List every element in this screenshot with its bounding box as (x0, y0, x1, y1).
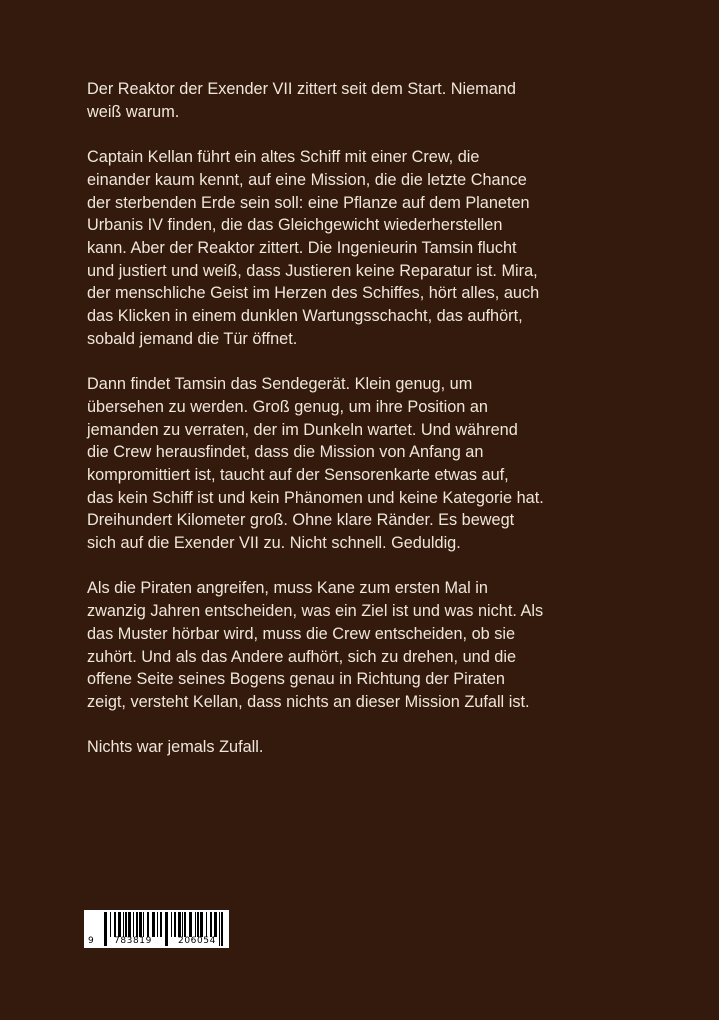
blurb-line: Nichts war jemals Zufall. (87, 738, 264, 757)
barcode-bar (219, 912, 220, 946)
blurb-paragraph (87, 373, 544, 555)
blurb-line: der sterbenden Erde sein soll: eine Pflanze auf dem Planeten (87, 193, 530, 212)
barcode-bar (152, 912, 155, 937)
blurb-line: Dreihundert Kilometer groß. Ohne klare Ränder. Es bewegt (87, 511, 515, 530)
barcode-bar (214, 912, 217, 937)
isbn-group-1: 783819 (114, 936, 152, 946)
barcode-bar (160, 912, 162, 937)
barcode-bar (182, 912, 183, 937)
blurb-line: zeigt, versteht Kellan, dass nichts an dieser Mission Zufall ist. (87, 692, 530, 711)
barcode-bar (157, 912, 158, 937)
blurb-paragraph (87, 577, 544, 713)
blurb-line: einander kaum kennt, auf eine Mission, die die letzte Chance (87, 170, 527, 189)
blurb-line: die Crew herausfindet, dass die Mission von Anfang an (87, 443, 484, 462)
blurb-line: zuhört. Und als das Andere aufhört, sich zu drehen, und die (87, 647, 517, 666)
blurb-paragraph (87, 146, 544, 350)
barcode-bar (210, 912, 212, 937)
barcode-bar (139, 912, 142, 937)
blurb-line: offene Seite seines Bogens genau in Richtung der Piraten (87, 670, 505, 689)
blurb-line: weiß warum. (87, 102, 180, 121)
barcode-bar (143, 912, 144, 937)
barcode-bar (174, 912, 176, 937)
blurb-line: kompromittiert ist, taucht auf der Sensorenkarte etwas auf, (87, 465, 509, 484)
isbn-group-2: 206054 (178, 936, 216, 946)
barcode-bar (133, 912, 134, 937)
blurb-paragraph (87, 78, 544, 123)
barcode-bar (125, 912, 127, 937)
barcode-bar (200, 912, 203, 937)
barcode-bar (206, 912, 207, 937)
blurb-line: Dann findet Tamsin das Sendegerät. Klein genug, um (87, 375, 473, 394)
blurb-line: sobald jemand die Tür öffnet. (87, 329, 298, 348)
blurb-line: der menschliche Geist im Herzen des Schiffes, hört alles, auch (87, 284, 540, 303)
isbn-barcode (84, 910, 229, 948)
blurb-line: Urbanis IV finden, die das Gleichgewicht wiederherstellen (87, 216, 503, 235)
barcode-bar (110, 912, 111, 937)
barcode-bar (118, 912, 121, 937)
blurb-line: jemanden zu verraten, der im Dunkeln wartet. Und während (87, 420, 518, 439)
blurb-line: kann. Aber der Reaktor zittert. Die Ingenieurin Tamsin flucht (87, 238, 517, 257)
barcode-bar (147, 912, 149, 937)
barcode-bar (114, 912, 116, 937)
barcode-bar (189, 912, 192, 937)
barcode-bar (195, 912, 196, 937)
blurb-line: das kein Schiff ist und kein Phänomen und keine Kategorie hat. (87, 488, 544, 507)
blurb-line: Captain Kellan führt ein altes Schiff mit einer Crew, die (87, 148, 480, 167)
barcode-bar (221, 912, 223, 946)
blurb-line: zwanzig Jahren entscheiden, was ein Ziel ist und was nicht. Als (87, 602, 544, 621)
blurb-paragraph (87, 736, 544, 759)
blurb-line: Der Reaktor der Exender VII zittert seit dem Start. Niemand (87, 80, 516, 98)
barcode-bar (171, 912, 172, 937)
blurb-line: das Muster hörbar wird, muss die Crew entscheiden, ob sie (87, 624, 516, 643)
barcode-bar (128, 912, 131, 937)
barcode-bar (123, 912, 124, 937)
barcode-bar (178, 912, 181, 937)
barcode-bar (184, 912, 186, 937)
blurb-line: und justiert und weiß, dass Justieren keine Reparatur ist. Mira, (87, 261, 538, 280)
blurb-line: das Klicken in einem dunklen Wartungsschacht, das aufhört, (87, 307, 523, 326)
barcode-bar (197, 912, 199, 937)
barcode-bar (165, 912, 168, 946)
blurb-line: Als die Piraten angreifen, muss Kane zum ersten Mal in (87, 579, 488, 598)
barcode-bar (104, 912, 107, 946)
back-cover-blurb (87, 78, 544, 782)
isbn-prefix: 9 (88, 936, 95, 946)
blurb-line: sich auf die Exender VII zu. Nicht schnell. Geduldig. (87, 534, 461, 553)
barcode-bar (136, 912, 138, 937)
blurb-line: übersehen zu werden. Groß genug, um ihre Position an (87, 397, 488, 416)
